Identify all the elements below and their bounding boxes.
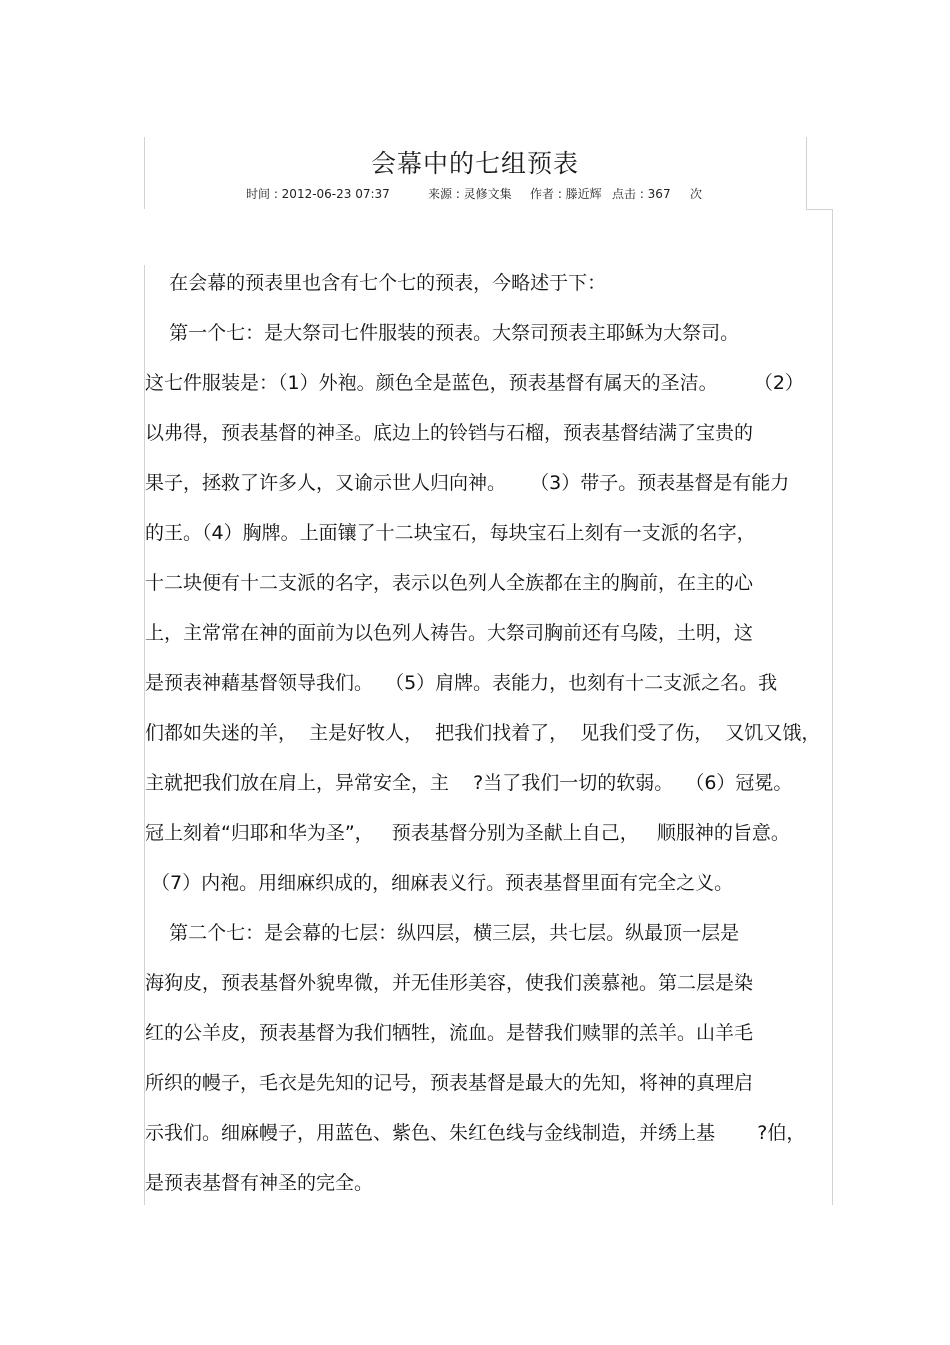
meta-source: 来源 : 灵修文集 [428,187,512,201]
header-rule-step [806,209,832,210]
body-rule-right [832,209,833,1205]
meta-time: 时间 : 2012-06-23 07:37 [246,187,390,201]
body-line: 的王。（4）胸牌。上面镶了十二块宝石，每块宝石上刻有一支派的名字， [145,522,756,544]
body-line: 果子，拯救了许多人，又谕示世人归向神。 （3）带子。预表基督是有能力 [145,472,790,494]
body-line: 上，主常常在神的面前为以色列人祷告。大祭司胸前还有乌陵，土明，这 [145,622,754,644]
body-line: （7）内袍。用细麻织成的，细麻表义行。预表基督里面有完全之义。 [145,872,734,894]
body-line: 是预表基督有神圣的完全。 [145,1172,374,1194]
body-line: 所织的幔子，毛衣是先知的记号，预表基督是最大的先知，将神的真理启 [145,1072,754,1094]
meta-hits: 点击 : 367 [612,187,671,201]
body-line: 是预表神藉基督领导我们。 （5）肩牌。表能力，也刻有十二支派之名。我 [145,672,778,694]
body-line: 十二块便有十二支派的名字，表示以色列人全族都在主的胸前，在主的心 [145,572,754,594]
body-line: 冠上刻着“归耶和华为圣”， 预表基督分别为圣献上自己， 顺服神的旨意。 [145,822,790,844]
meta-author: 作者 : 滕近辉 [530,187,602,201]
body-line: 这七件服装是：（1）外袍。颜色全是蓝色，预表基督有属天的圣洁。 （2） [145,372,804,394]
body-line: 第一个七：是大祭司七件服装的预表。大祭司预表主耶稣为大祭司。 [145,322,740,344]
body-line: 示我们。细麻幔子，用蓝色、紫色、朱红色线与金线制造，并绣上基 ?伯， [145,1122,806,1144]
body-line: 以弗得，预表基督的神圣。底边上的铃铛与石榴，预表基督结满了宝贵的 [145,422,754,444]
body-line: 红的公羊皮，预表基督为我们牺牲，流血。是替我们赎罪的羔羊。山羊毛 [145,1022,754,1044]
body-line: 在会幕的预表里也含有七个七的预表，今略述于下： [145,272,607,294]
body-line: 海狗皮，预表基督外貌卑微，并无佳形美容，使我们羡慕祂。第二层是染 [145,972,754,994]
body-line: 第二个七：是会幕的七层：纵四层，横三层，共七层。纵最顶一层是 [145,922,740,944]
body-line: 们都如失迷的羊， 主是好牧人， 把我们找着了， 见我们受了伤， 又饥又饿， [145,722,821,744]
page-title: 会幕中的七组预表 [370,149,579,178]
body-line: 主就把我们放在肩上，异常安全，主 ?当了我们一切的软弱。 （6）冠冕。 [145,772,793,794]
meta-hits-unit: 次 [690,187,703,201]
